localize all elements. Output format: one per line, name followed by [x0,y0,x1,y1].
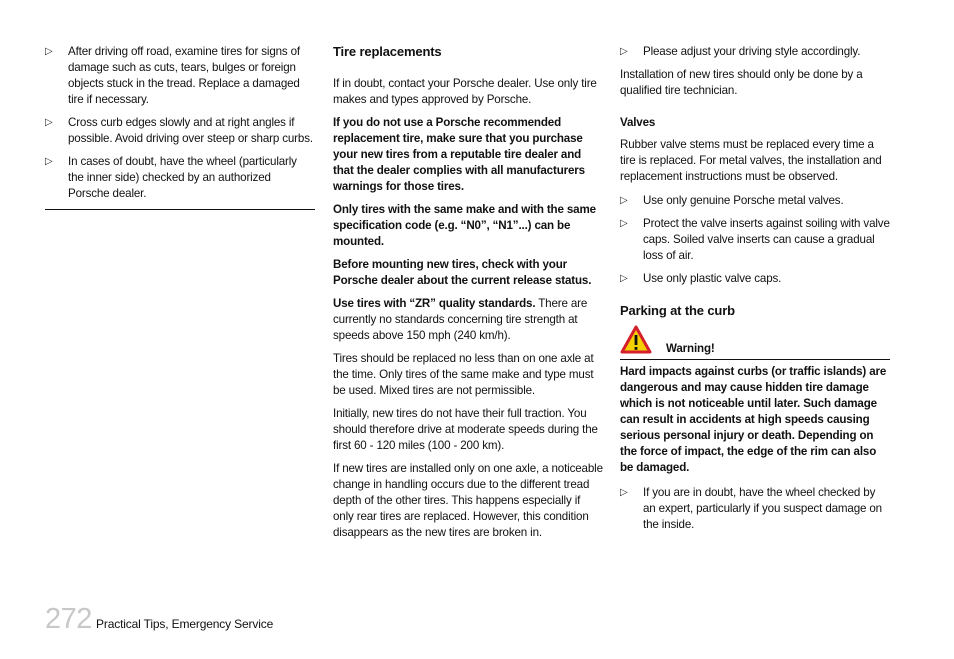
bullet-triangle-icon: ▷ [45,46,53,57]
list-item [45,115,315,147]
paragraph-bold: Only tires with the same make and with the same specification code (e.g. “N0”, “N1”...) can be mounted. [333,203,596,248]
bullet-triangle-icon: ▷ [620,487,628,498]
list-item-text: After driving off road, examine tires for signs of damage such as cuts, tears, bulges or foreign objects stuck in the tread. Replace a damaged tire if necessary. [68,45,301,106]
list-item [620,271,890,287]
warning-text: Hard impacts against curbs (or traffic islands) are dangerous and may cause hidden tire damage which is not noticeable until later. Such damage can result in accidents at high speeds causing serious personal injury or death. Depending on the force of impact, the edge of the rim can also be damaged. [620,365,887,474]
paragraph: If new tires are installed only on one axle, a noticeable change in handling occurs due to the different tread depth of the other tires. This happens especially if only rear tires are replaced. However, this condition disappears as the new tires are broken in. [333,462,603,539]
column-right [620,44,890,540]
paragraph-zr [333,296,603,344]
paragraph: Rubber valve stems must be replaced every time a tire is replaced. For metal valves, the installation and replacement instructions must be observed. [620,138,882,183]
bullet-triangle-icon: ▷ [620,46,628,57]
list-item [45,154,315,202]
section-divider [45,209,315,210]
list-item [620,485,890,533]
list-item-text: Cross curb edges slowly and at right angles if possible. Avoid driving over steep or sharp curbs. [68,116,313,145]
paragraph: Tires should be replaced no less than on one axle at the time. Only tires of the same make and type must be used. Mixed tires are not permissible. [333,352,594,397]
page-number: 272 [45,603,92,635]
warning-header [620,327,890,360]
column-left [45,44,315,210]
warning-triangle-icon [620,325,652,355]
list-item-text: In cases of doubt, have the wheel (particularly the inner side) checked by an authorized Porsche dealer. [68,155,297,200]
column-middle [333,44,603,548]
section-heading-parking: Parking at the curb [620,303,735,318]
section-heading-tire-replacements: Tire replacements [333,44,442,59]
bullet-triangle-icon: ▷ [620,273,628,284]
page-footer [45,603,445,635]
bullet-triangle-icon: ▷ [45,156,53,167]
paragraph-bold: Before mounting new tires, check with your Porsche dealer about the current release status. [333,258,592,287]
list-item [620,193,890,209]
section-heading-valves: Valves [620,116,656,129]
list-item-text: Use only plastic valve caps. [643,272,782,285]
paragraph-lead-bold: Use tires with “ZR” quality standards. [333,297,536,310]
bullet-triangle-icon: ▷ [45,117,53,128]
paragraph: Initially, new tires do not have their full traction. You should therefore drive at moderate speeds during the first 60 - 120 miles (100 - 200 km). [333,407,598,452]
bullet-triangle-icon: ▷ [620,218,628,229]
section-title: Practical Tips, Emergency Service [96,617,274,631]
paragraph-rest: There are currently no standards concerning tire strength at speeds above 150 mph (240 km/h). [333,297,588,342]
paragraph-bold: If you do not use a Porsche recommended replacement tire, make sure that you purchase your new tires from a reputable tire dealer and that the dealer complies with all manufacturers warnings for those tires. [333,116,585,193]
list-item-text: Use only genuine Porsche metal valves. [643,194,844,207]
list-item [620,44,890,60]
list-item [45,44,315,108]
bullet-triangle-icon: ▷ [620,195,628,206]
list-item-text: Please adjust your driving style accordingly. [643,45,861,58]
paragraph: If in doubt, contact your Porsche dealer. Use only tire makes and types approved by Porsche. [333,77,597,106]
list-item-text: Protect the valve inserts against soiling with valve caps. Soiled valve inserts can cause a gradual loss of air. [643,217,890,262]
paragraph: Installation of new tires should only be done by a qualified tire technician. [620,68,863,97]
list-item-text: If you are in doubt, have the wheel checked by an expert, particularly if you suspect damage on the inside. [643,486,882,531]
list-item [620,216,890,264]
warning-label: Warning! [666,342,715,355]
